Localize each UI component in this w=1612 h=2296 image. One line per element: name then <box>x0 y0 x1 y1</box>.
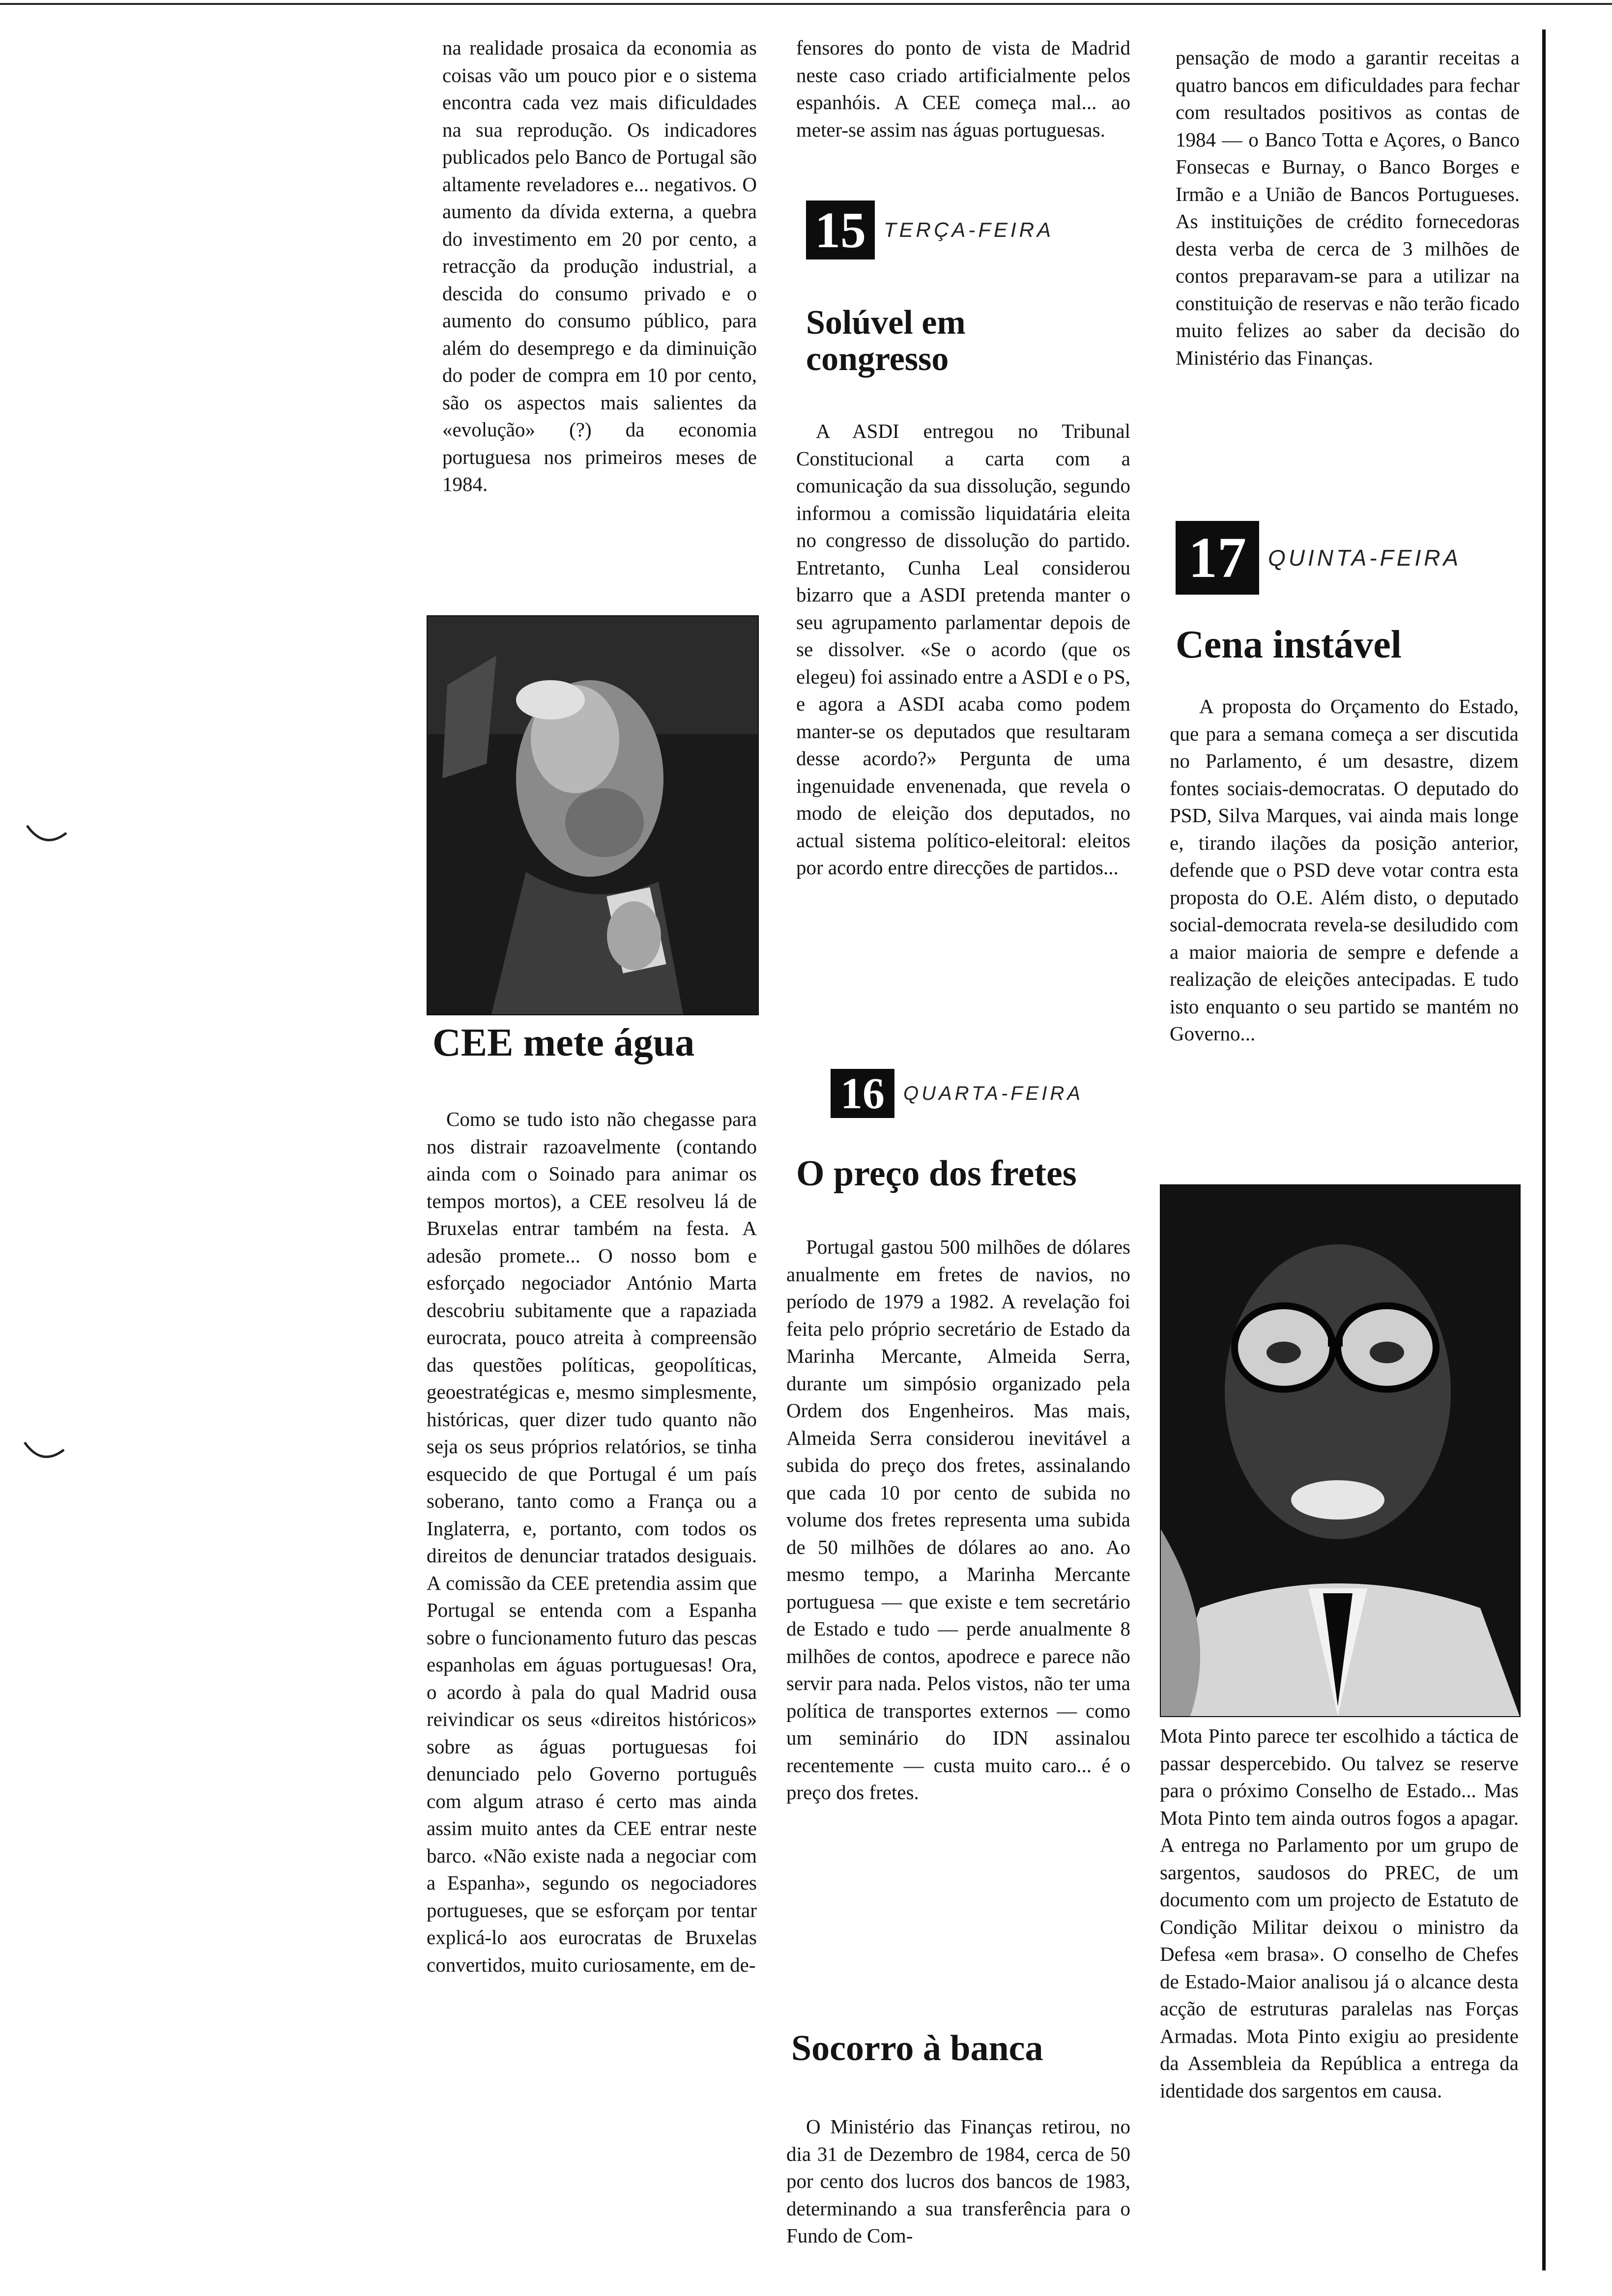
cena-paragraph: A proposta do Orçamento do Estado, que para a semana começa a ser discutida no Parlamento, é um desastre, dizem fontes sociais-democratas. O deputado do PSD, Silva Marques, vai ainda mais longe e, tirando ilações da posição anterior, defende que o PSD deve votar contra esta proposta do O.E. Além disto, o deputado social-democrata revela-se desiludido com a maior maioria de sempre e defende a realização de eleições antecipadas. E tudo isto enquanto o seu partido se mantém no Governo... <box>1170 695 1519 1045</box>
column-1-intro-text <box>442 34 757 498</box>
mota-pinto-paragraph: Mota Pinto parece ter escolhido a táctica de passar despercebido. Ou talvez se reserve para o próximo Conselho de Estado... Mas Mota Pinto tem ainda outros fogos a apagar. A entrega no Parlamento por um grupo de sargentos, saudosos do PREC, de um documento com um projecto de Estatuto de Condição Militar deixou o ministro da Defesa «em brasa». O conselho de Chefes de Estado-Maior analisou já o alcance desta acção de estruturas paralelas nas Forças Armadas. Mota Pinto exigiu ao presidente da Assembleia da República a entrega da identidade dos sargentos em causa. <box>1160 1724 1519 2102</box>
column-3-mota-pinto-text <box>1160 1722 1519 2104</box>
soluvel-paragraph: A ASDI entregou no Tribunal Constitucional a carta com a comunicação da sua dissolução, segundo informou a comissão liquidatária eleita no congresso de dissolução do partido. Entretanto, Cunha Leal considerou bizarro que a ASDI pretenda manter o seu agrupamento parlamentar depois de se dissolver. «Se o acordo (que os elegeu) foi assinado entre a ASDI e o PS, e agora a ASDI acaba como podem manter-se os deputados que resultaram desse acordo?» Pergunta de uma ingenuidade envenenada, que revela o modo de eleição dos deputados, no actual sistema político-eleitoral: eleitos por acordo entre direcções de partidos... <box>796 420 1130 879</box>
top-edge-rule <box>0 3 1612 5</box>
fretes-paragraph: Portugal gastou 500 milhões de dólares anualmente em fretes de navios, no período de 1979 a 1982. A revelação foi feita pelo próprio secretário de Estado da Marinha Mercante, Almeida Serra, durante um simpósio organizado pela Ordem dos Engenheiros. Mas mais, Almeida Serra considerou inevitável a subida do preço dos fretes, assinalando que cada 10 por cento de subida no volume dos fretes representa uma subida de 50 milhões de dólares ao ano. Ao mesmo tempo, a Marinha Mercante portuguesa — que existe e tem secretário de Estado e tudo — perde anualmente 8 milhões de contos, apodrece e parece não servir para nada. Pelos vistos, não ter uma política de transportes externos — como um seminário do IDN assinalou recentemente — custa muito caro... é o preço dos fretes. <box>786 1235 1130 1804</box>
column-1-cee-text <box>427 1106 757 1979</box>
banca-paragraph: O Ministério das Finanças retirou, no dia 31 de Dezembro de 1984, cerca de 50 por cento dos lucros dos bancos de 1983, determinando a sua transferência para o Fundo de Com- <box>786 2115 1130 2247</box>
day-number-15: 15 <box>806 201 875 259</box>
day-marker-17 <box>1176 521 1461 595</box>
binder-hole-mark-lower <box>22 1437 66 1467</box>
headline-cee-mete-agua: CEE mete água <box>432 1021 695 1064</box>
headline-cena-instavel: Cena instável <box>1176 623 1402 666</box>
day-name-terca: TERÇA-FEIRA <box>884 218 1054 241</box>
day-name-quinta: QUINTA-FEIRA <box>1268 545 1462 571</box>
day-name-quarta: QUARTA-FEIRA <box>903 1082 1084 1104</box>
day-marker-15 <box>806 201 1054 259</box>
column-2-fretes-text <box>786 1234 1130 1807</box>
column-2-banca-text <box>786 2113 1130 2250</box>
day-number-16: 16 <box>831 1069 894 1118</box>
day-number-17: 17 <box>1176 521 1259 595</box>
column-3-intro-text <box>1176 44 1520 372</box>
portrait-photo-left <box>427 615 759 1015</box>
column-2-intro-text <box>796 34 1130 144</box>
cee-continuation-paragraph: fensores do ponto de vista de Madrid neste caso criado artificialmente pelos espanhóis. A CEE começa mal... ao meter-se assim nas águas portuguesas. <box>796 36 1130 141</box>
portrait-photo-mota-pinto <box>1160 1184 1521 1717</box>
column-2-soluvel-text <box>796 418 1130 882</box>
headline-socorro-a-banca: Socorro à banca <box>791 2028 1043 2068</box>
headline-soluvel-em-congresso: Solúvel em congresso <box>806 304 966 378</box>
intro-paragraph: na realidade prosaica da economia as coisas vão um pouco pior e o sistema encontra cada vez mais dificuldades na sua reprodução. Os indicadores publicados pelo Banco de Portugal são altamente reveladores e... negativos. O aumento da dívida externa, a quebra do investimento em 20 por cento, a retracção da produção industrial, a descida do consumo privado e o aumento do consumo público, para além do desemprego e da diminuição do poder de compra em 10 por cento, são os aspectos mais salientes da «evolução» (?) da economia portuguesa nos primeiros meses de 1984. <box>442 36 757 495</box>
banca-continuation-paragraph: pensação de modo a garantir receitas a quatro bancos em dificuldades para fechar com resultados positivos as contas de 1984 — o Banco Totta e Açores, o Banco Fonsecas e Burnay, o Banco Borges e Irmão e a União de Bancos Portugueses. As instituições de crédito fornecedoras desta verba de cerca de 3 milhões de contos preparavam-se para a utilizar na constituição de reservas e não terão ficado muito felizes ao saber da decisão do Ministério das Finanças. <box>1176 46 1520 369</box>
cee-paragraph: Como se tudo isto não chegasse para nos distrair razoavelmente (contando ainda com o Soinado para animar os tempos mortos), a CEE resolveu lá de Bruxelas entrar também na festa. A adesão promete... O nosso bom e esforçado negociador António Marta descobriu subitamente que a rapaziada eurocrata, pouco atreita à compreensão das questões políticas, geopolíticas, geoestratégicas e, mesmo simplesmente, históricas, quer dizer tudo quanto não seja os seus próprios relatórios, se tinha esquecido de que Portugal é um país soberano, tanto como a França ou a Inglaterra, e, portanto, com todos os direitos de denunciar tratados desiguais. A comissão da CEE pretendia assim que Portugal se entenda com a Espanha sobre o funcionamento futuro das pescas espanholas em águas portuguesas! Ora, o acordo à pala do qual Madrid ousa reivindicar os seus «direitos históricos» sobre as águas portuguesas foi denunciado pelo Governo português com algum atraso é certo mas ainda assim muito antes da CEE entrar neste barco. «Não existe nada a negociar com a Espanha», segundo os negociadores portugueses, que se esforçam por tentar explicá-lo aos eurocratas de Bruxelas convertidos, muito curiosamente, em de- <box>427 1108 757 1976</box>
headline-o-preco-dos-fretes: O preço dos fretes <box>796 1153 1077 1194</box>
binder-hole-mark-upper <box>25 821 69 850</box>
column-3-cena-text <box>1170 693 1519 1048</box>
right-margin-rule <box>1542 29 1546 2270</box>
day-marker-16 <box>831 1069 1083 1118</box>
